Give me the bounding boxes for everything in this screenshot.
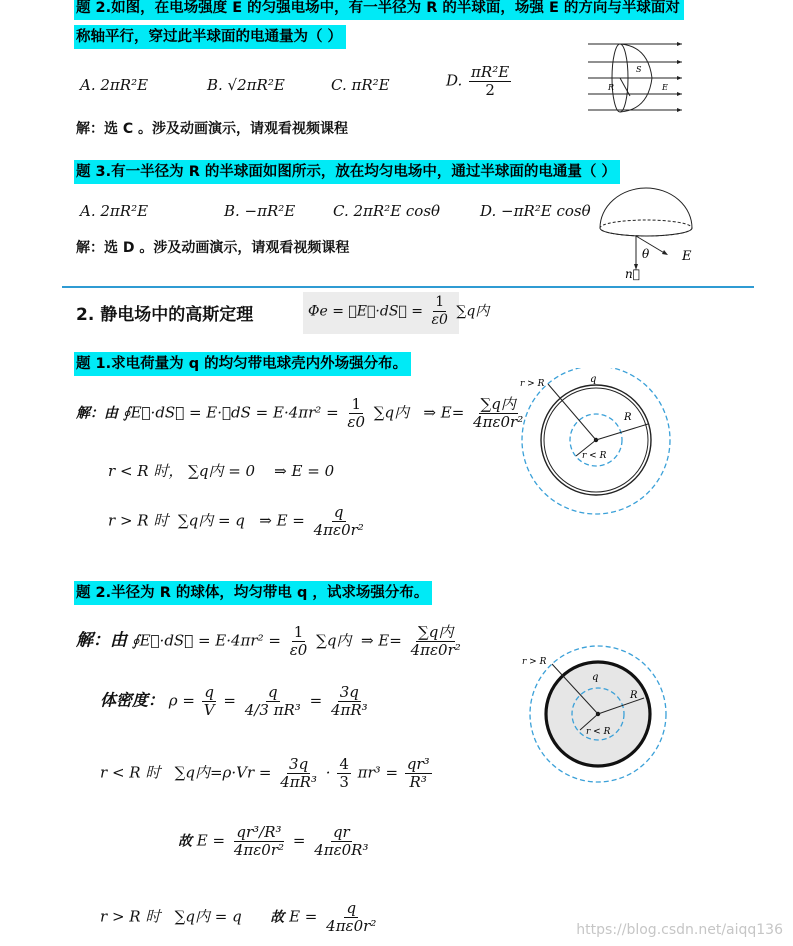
watermark: https://blog.csdn.net/aiqq136 — [576, 922, 783, 938]
p2-density-eq1: ρ = — [168, 691, 195, 710]
p2-case-inner-mid: · — [325, 763, 331, 782]
p2-case-outer-den: 4πε0r² — [326, 917, 377, 935]
p2-case-outer-eq: ∑q内 = q — [174, 907, 242, 926]
p1-fig-r-label: R — [624, 412, 632, 423]
p2-so-inner-eq2: = — [292, 831, 306, 850]
p2-sphere-figure — [520, 640, 670, 790]
p2-title: 题 2.半径为 R 的球体，均匀带电 q ，试求场强分布。 — [74, 581, 432, 605]
p2-case-inner-eq: ∑q内=ρ·Vr = — [174, 763, 272, 782]
q3-option-c: C. 2πR²E cosθ — [333, 202, 441, 220]
p2-solution-arrow: ⇒ E= — [360, 631, 402, 650]
p1-case-outer-num: q — [333, 503, 344, 521]
p1-case-outer — [108, 504, 368, 539]
gauss-formula-den: ε0 — [431, 312, 448, 328]
p1-case-outer-result: ⇒ E = — [259, 511, 305, 530]
p2-case-outer-num: q — [346, 899, 357, 917]
q3-answer: 解：选 D 。涉及动画演示，请观看视频课程 — [76, 240, 350, 256]
p2-solution-eq: ∮E⃗·dS⃗ = E·4πr² = — [131, 631, 281, 650]
p2-density-n1: q — [204, 683, 214, 701]
q3-fig-theta-label: θ — [642, 247, 650, 261]
p1-solution-sum: ∑q内 — [373, 403, 410, 422]
p2-case-inner-cond: r < R 时 — [100, 763, 161, 782]
q2-option-a: A. 2πR²E — [80, 76, 149, 94]
p1-case-inner — [108, 460, 334, 481]
p1-fig-outer-label: r > R — [520, 379, 545, 389]
q2-fig-e-label: E — [662, 83, 668, 92]
p2-case-outer-so: 故 — [270, 909, 285, 926]
p2-case-inner — [100, 756, 434, 791]
p2-case-inner-d1: 4πR³ — [280, 773, 317, 791]
gauss-formula-rhs: ∑q内 — [456, 303, 490, 320]
q2-fig-r-label: R — [608, 83, 615, 92]
p2-solution-rnum: ∑q内 — [418, 623, 454, 641]
p2-so-inner-label: 故 — [178, 833, 192, 850]
p2-so-inner — [178, 824, 373, 859]
p2-density-eq3: = — [309, 691, 323, 710]
p1-solution — [76, 396, 527, 431]
p1-case-inner-result: ⇒ E = 0 — [274, 462, 335, 480]
q2-option-d-num: πR²E — [471, 63, 510, 81]
q2-option-d-frac — [469, 64, 511, 99]
q3-option-a: A. 2πR²E — [80, 202, 149, 220]
p1-solution-num: 1 — [351, 395, 361, 413]
p2-case-outer — [100, 900, 380, 935]
p2-case-inner-d3: R³ — [409, 773, 427, 791]
p1-solution-eq: ∮E⃗·dS⃗ = E·∮dS = E·4πr² = — [122, 403, 339, 422]
p2-so-inner-n: qr³/R³ — [236, 823, 282, 841]
p2-case-inner-n1: 3q — [289, 755, 309, 773]
p2-solution-num: 1 — [293, 623, 304, 641]
q3-title: 题 3.有一半径为 R 的半球面如图所示，放在均匀电场中，通过半球面的电通量（ ） — [74, 160, 620, 184]
p2-solution-den: ε0 — [289, 641, 308, 659]
p2-solution-rden: 4πε0r² — [410, 641, 461, 659]
p2-case-outer-cond: r > R 时 — [100, 907, 161, 926]
p2-fig-q-label: q — [592, 672, 599, 683]
p1-solution-prefix: 解：由 — [76, 405, 118, 422]
gauss-formula-lhs: Φe = ∮E⃗·dS⃗ = — [308, 303, 424, 320]
q2-hemisphere-figure — [586, 38, 686, 118]
section-divider — [62, 286, 754, 288]
p2-case-inner-n3: qr³ — [406, 755, 430, 773]
q3-hemisphere-figure — [596, 186, 708, 284]
p1-fig-inner-label: r < R — [582, 451, 607, 461]
p2-density-n3: 3q — [339, 683, 359, 701]
p1-case-outer-cond: r > R 时 — [108, 511, 169, 530]
p1-solution-rnum: ∑q内 — [480, 395, 516, 413]
q2-option-c: C. πR²E — [331, 76, 390, 94]
p2-so-inner-d2: 4πε0R³ — [314, 841, 369, 859]
p2-fig-outer-label: r > R — [522, 657, 547, 667]
p2-fig-inner-label: r < R — [586, 727, 611, 737]
p1-title: 题 1.求电荷量为 q 的均匀带电球壳内外场强分布。 — [74, 352, 411, 376]
p2-density-n2: q — [267, 683, 278, 701]
section-title: 2. 静电场中的高斯定理 — [76, 305, 254, 325]
q3-fig-n-label: n⃗ — [625, 267, 640, 281]
p2-solution — [76, 624, 465, 659]
p1-fig-q-label: q — [590, 374, 597, 385]
p1-case-outer-eq: ∑q内 = q — [177, 511, 245, 530]
q3-option-b: B. −πR²E — [224, 202, 296, 220]
q2-fig-s-label: S — [636, 65, 642, 74]
q2-title-line2: 称轴平行，穿过此半球面的电通量为（ ） — [74, 25, 346, 49]
p2-fig-r-label: R — [630, 690, 638, 701]
p2-density-label: 体密度： — [100, 690, 165, 710]
p2-density-d2: 4/3 πR³ — [244, 701, 301, 719]
q3-fig-e-label: E — [682, 249, 692, 264]
p1-solution-arrow: ⇒ E= — [423, 403, 465, 422]
q3-option-d: D. −πR²E cosθ — [480, 202, 591, 220]
p1-case-inner-eq: ∑q内 = 0 — [188, 462, 256, 480]
p2-density-d1: V — [203, 701, 215, 719]
p2-so-inner-d: 4πε0r² — [233, 841, 285, 859]
p2-solution-sum: ∑q内 — [316, 631, 352, 650]
p1-case-inner-cond: r < R 时， — [108, 462, 184, 480]
p2-case-inner-d2: 3 — [339, 773, 349, 791]
gauss-formula-num: 1 — [435, 294, 445, 310]
p2-case-outer-result: E = — [289, 907, 318, 926]
q2-option-d-label: D. — [446, 71, 463, 90]
q2-option-d — [446, 64, 513, 99]
p1-case-outer-den: 4πε0r² — [313, 521, 364, 539]
p2-solution-prefix: 解：由 — [76, 630, 127, 651]
p1-shell-figure — [518, 368, 678, 528]
q2-answer: 解：选 C 。涉及动画演示，请观看视频课程 — [76, 121, 349, 137]
q2-title-line1: 题 2.如图，在电场强度 E 的匀强电场中，有一半径为 R 的半球面，场强 E 的方向与半球面对 — [74, 0, 684, 20]
p2-case-inner-tail: πr³ = — [357, 763, 399, 782]
p2-so-inner-eq: E = — [196, 831, 226, 850]
p2-so-inner-n2: qr — [332, 823, 350, 841]
p1-solution-den: ε0 — [347, 413, 366, 431]
p2-density — [100, 684, 372, 719]
p2-density-eq2: = — [223, 691, 236, 710]
p1-solution-rden: 4πε0r² — [473, 413, 524, 431]
gauss-formula — [308, 294, 489, 329]
p2-density-d3: 4πR³ — [330, 701, 368, 719]
q2-option-b: B. √2πR²E — [207, 76, 285, 94]
p2-case-inner-n2: 4 — [339, 755, 349, 773]
q2-option-d-den: 2 — [485, 81, 495, 99]
